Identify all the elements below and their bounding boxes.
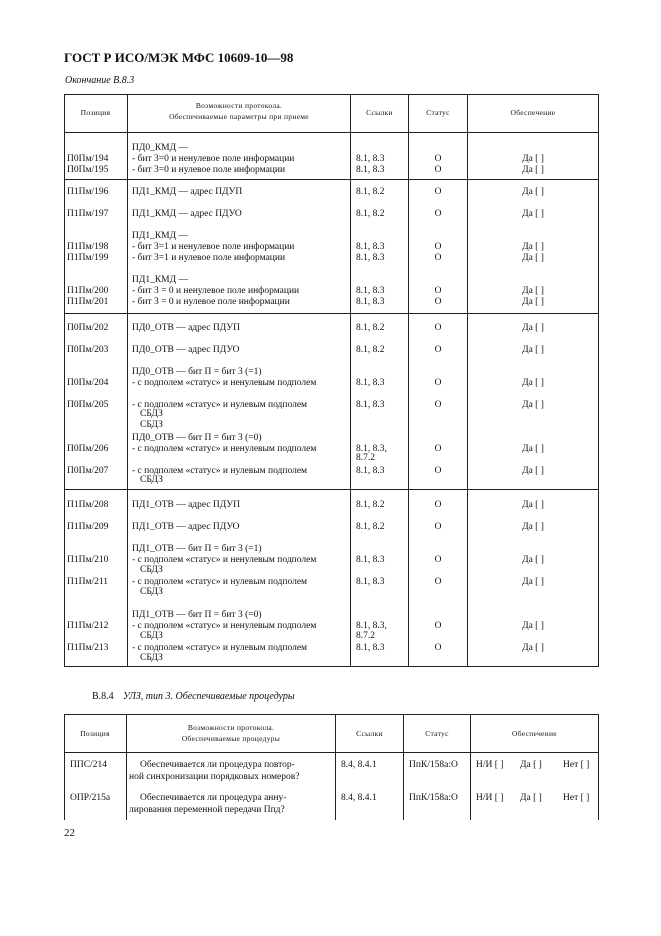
section-number: В.8.4: [92, 691, 114, 702]
t1-row-capability: ПД1_КМД — адрес ПДУП: [132, 187, 243, 197]
t1-row-references: 8.1, 8.3,: [356, 621, 387, 631]
t1-row-references: 8.1, 8.3: [356, 378, 385, 388]
t1-row-status: О: [434, 209, 442, 219]
t1-row-status: О: [434, 500, 442, 510]
t2-row-215a-option-ni[interactable]: Н/И [ ]: [476, 793, 504, 803]
t1-row-status: О: [434, 621, 442, 631]
t1-row-position: П1Пм/208: [67, 500, 109, 510]
t1-row-capability: ПД1_ОТВ — адрес ПДУО: [132, 522, 240, 532]
t1-row-position: П1Пм/198: [67, 242, 109, 252]
t1-row-support[interactable]: Да [ ]: [522, 165, 544, 175]
t2-row-214-option-yes[interactable]: Да [ ]: [520, 760, 542, 770]
section-title: УЛЗ, тип 3. Обеспечиваемые процедуры: [123, 691, 295, 702]
t1-row-capability: - с подполем «статус» и нулевым подполем: [132, 643, 308, 653]
t1-row-references: 8.1, 8.2: [356, 345, 385, 355]
t1-row-status: О: [434, 522, 442, 532]
t1-cont-sbdz-212: СБДЗ: [140, 631, 163, 641]
t1-row-status: О: [434, 643, 442, 653]
t1-row-capability: - с подполем «статус» и ненулевым подполем: [132, 555, 317, 565]
t1-row-position: П1Пм/211: [67, 577, 109, 587]
t1-row-capability: ПД0_ОТВ — адрес ПДУО: [132, 345, 240, 355]
t2-row-215a-text-line2: лирования переменной передачи Ппд?: [129, 805, 285, 815]
t1-row-support[interactable]: Да [ ]: [522, 555, 544, 565]
t1-row-references: 8.1, 8.2: [356, 500, 385, 510]
t1-row-capability: - бит 3=1 и нулевое поле информации: [132, 253, 286, 263]
t1-row-capability: ПД0_ОТВ — бит П = бит 3 (=1): [132, 367, 262, 377]
t1-col-capabilities-line1: Возможности протокола.: [195, 101, 283, 110]
t1-row-status: О: [434, 577, 442, 587]
t1-row-references: 8.1, 8.3: [356, 400, 385, 410]
t1-row-status: О: [434, 466, 442, 476]
t1-row-position: П1Пм/200: [67, 286, 109, 296]
t1-row-capability: ПД1_КМД — адрес ПДУО: [132, 209, 242, 219]
t1-row-support[interactable]: Да [ ]: [522, 323, 544, 333]
t1-cont-sbdz-211: СБДЗ: [140, 587, 163, 597]
t1-row-position: П1Пм/201: [67, 297, 109, 307]
t1-row-capability: ПД0_ОТВ — адрес ПДУП: [132, 323, 240, 333]
t1-row-support[interactable]: Да [ ]: [522, 400, 544, 410]
t1-row-support[interactable]: Да [ ]: [522, 209, 544, 219]
t1-row-references: 8.1, 8.3: [356, 297, 385, 307]
t1-row-references: 8.1, 8.3: [356, 577, 385, 587]
t2-col-capabilities-line1: Возможности протокола.: [187, 723, 275, 732]
t1-row-support[interactable]: Да [ ]: [522, 643, 544, 653]
t1-row-capability: - с подполем «статус» и ненулевым подполем: [132, 378, 317, 388]
t2-row-215a-status: ПпК/158а:О: [409, 793, 458, 803]
document-title: ГОСТ Р ИСО/МЭК МФС 10609-10—98: [64, 50, 294, 65]
t1-row-position: П1Пм/210: [67, 555, 109, 565]
t1-row-capability: ПД1_КМД —: [132, 275, 188, 285]
t1-row-capability: ПД0_КМД —: [132, 143, 188, 153]
t1-row-support[interactable]: Да [ ]: [522, 522, 544, 532]
t1-row-support[interactable]: Да [ ]: [522, 500, 544, 510]
t1-row-position: П1Пм/213: [67, 643, 109, 653]
t2-col-capabilities-line2: Обеспечиваемые процедуры: [181, 734, 281, 743]
t1-row-position: П1Пм/209: [67, 522, 109, 532]
t1-row-capability: - бит 3=1 и ненулевое поле информации: [132, 242, 295, 252]
t1-row-status: О: [434, 165, 442, 175]
t1-row-support[interactable]: Да [ ]: [522, 187, 544, 197]
t2-row-214-position: ППС/214: [70, 760, 107, 770]
t1-row-support[interactable]: Да [ ]: [522, 154, 544, 164]
t1-row-position: П0Пм/205: [67, 400, 109, 410]
t1-row-capability: ПД1_ОТВ — бит П = бит 3 (=0): [132, 610, 262, 620]
t1-row-support[interactable]: Да [ ]: [522, 621, 544, 631]
t1-row-references: 8.1, 8.2: [356, 209, 385, 219]
t2-row-214-text-line1: Обеспечивается ли процедура повтор-: [140, 760, 295, 770]
t1-row-position: П0Пм/204: [67, 378, 109, 388]
t1-row-status: О: [434, 444, 442, 454]
t1-row-capability: ПД1_ОТВ — адрес ПДУП: [132, 500, 240, 510]
t2-col-status: Статус: [425, 729, 449, 738]
t1-row-capability: ПД1_КМД —: [132, 231, 188, 241]
t1-row-references: 8.1, 8.3: [356, 242, 385, 252]
t2-col-references: Ссылки: [356, 729, 383, 738]
t1-row-status: О: [434, 242, 442, 252]
t1-cont-sbdz-213: СБДЗ: [140, 653, 163, 663]
t2-col-position: Позиция: [80, 729, 110, 738]
t1-cont-sbdz-205: СБДЗ: [140, 420, 163, 430]
t1-row-status: О: [434, 345, 442, 355]
t1-col-references: Ссылки: [366, 108, 393, 117]
t1-row-support[interactable]: Да [ ]: [522, 577, 544, 587]
t1-row-status: О: [434, 555, 442, 565]
t1-cont-sbdz-210: СБДЗ: [140, 565, 163, 575]
t1-row-status: О: [434, 400, 442, 410]
t2-row-215a-text-line1: Обеспечивается ли процедура анну-: [140, 793, 287, 803]
t1-row-position: П1Пм/196: [67, 187, 109, 197]
t1-row-support[interactable]: Да [ ]: [522, 444, 544, 454]
t1-row-references: 8.1, 8.3: [356, 555, 385, 565]
t2-row-215a-option-no[interactable]: Нет [ ]: [563, 793, 590, 803]
t1-cont-sbdz-204: СБДЗ: [140, 409, 163, 419]
t1-row-references: 8.1, 8.2: [356, 323, 385, 333]
t1-row-support[interactable]: Да [ ]: [522, 466, 544, 476]
t1-row-references: 8.1, 8.3,: [356, 444, 387, 454]
t1-row-support[interactable]: Да [ ]: [522, 286, 544, 296]
page-number: 22: [64, 827, 75, 839]
t1-row-capability: - с подполем «статус» и нулевым подполем: [132, 400, 308, 410]
t2-row-215a-references: 8.4, 8.4.1: [341, 793, 377, 803]
t1-row-position: П0Пм/202: [67, 323, 109, 333]
t1-row-references: 8.1, 8.3: [356, 643, 385, 653]
continuation-caption: Окончание В.8.3: [65, 75, 135, 86]
t1-col-position: Позиция: [80, 108, 111, 117]
t1-cont-ref-212: 8.7.2: [356, 631, 375, 641]
t1-row-capability: - с подполем «статус» и нулевым подполем: [132, 466, 308, 476]
t1-col-status: Статус: [426, 108, 450, 117]
t2-col-support: Обеспечение: [512, 729, 557, 738]
t1-col-support: Обеспечение: [510, 108, 556, 117]
t1-row-status: О: [434, 297, 442, 307]
t1-row-capability: ПД0_ОТВ — бит П = бит 3 (=0): [132, 433, 262, 443]
t1-cont-ref-206: 8.7.2: [356, 453, 375, 463]
t2-row-214-text-line2: ной синхронизации порядковых номеров?: [129, 772, 300, 782]
t1-row-references: 8.1, 8.3: [356, 286, 385, 296]
t1-row-status: О: [434, 286, 442, 296]
t1-row-capability: ПД1_ОТВ — бит П = бит 3 (=1): [132, 544, 262, 554]
t1-row-references: 8.1, 8.3: [356, 253, 385, 263]
t1-row-status: О: [434, 187, 442, 197]
t1-row-position: П0Пм/194: [67, 154, 109, 164]
t1-row-capability: - с подполем «статус» и ненулевым подполем: [132, 444, 317, 454]
t1-row-status: О: [434, 323, 442, 333]
t1-col-capabilities-line2: Обеспечиваемые параметры при приеме: [169, 112, 309, 121]
t2-row-215a-option-yes[interactable]: Да [ ]: [520, 793, 542, 803]
t1-row-status: О: [434, 154, 442, 164]
t1-row-position: П1Пм/212: [67, 621, 109, 631]
t1-row-references: 8.1, 8.3: [356, 466, 385, 476]
t1-row-support[interactable]: Да [ ]: [522, 242, 544, 252]
t2-row-214-references: 8.4, 8.4.1: [341, 760, 377, 770]
t1-row-support[interactable]: Да [ ]: [522, 297, 544, 307]
t1-row-support[interactable]: Да [ ]: [522, 253, 544, 263]
t1-row-capability: - бит 3=0 и нулевое поле информации: [132, 165, 286, 175]
t1-row-position: П1Пм/199: [67, 253, 109, 263]
t1-row-position: П0Пм/195: [67, 165, 109, 175]
t1-row-capability: - с подполем «статус» и ненулевым подполем: [132, 621, 317, 631]
t1-row-references: 8.1, 8.3: [356, 165, 385, 175]
t1-row-position: П1Пм/197: [67, 209, 109, 219]
t1-row-position: П0Пм/206: [67, 444, 109, 454]
t1-row-position: П0Пм/207: [67, 466, 109, 476]
t1-row-status: О: [434, 378, 442, 388]
t1-row-position: П0Пм/203: [67, 345, 109, 355]
t2-row-214-option-no[interactable]: Нет [ ]: [563, 760, 590, 770]
t1-row-status: О: [434, 253, 442, 263]
t1-row-capability: - бит 3 = 0 и нулевое поле информации: [132, 297, 290, 307]
t1-row-support[interactable]: Да [ ]: [522, 345, 544, 355]
t2-row-214-status: ПпК/158а:О: [409, 760, 458, 770]
t1-row-capability: - бит 3=0 и ненулевое поле информации: [132, 154, 295, 164]
t1-cont-sbdz-207: СБДЗ: [140, 475, 163, 485]
t2-row-214-option-ni[interactable]: Н/И [ ]: [476, 760, 504, 770]
t2-row-215a-position: ОПР/215а: [70, 793, 111, 803]
t1-row-capability: - с подполем «статус» и нулевым подполем: [132, 577, 308, 587]
t1-row-support[interactable]: Да [ ]: [522, 378, 544, 388]
t1-row-references: 8.1, 8.2: [356, 187, 385, 197]
t1-row-capability: - бит 3 = 0 и ненулевое поле информации: [132, 286, 300, 296]
t1-row-references: 8.1, 8.3: [356, 154, 385, 164]
t1-row-references: 8.1, 8.2: [356, 522, 385, 532]
